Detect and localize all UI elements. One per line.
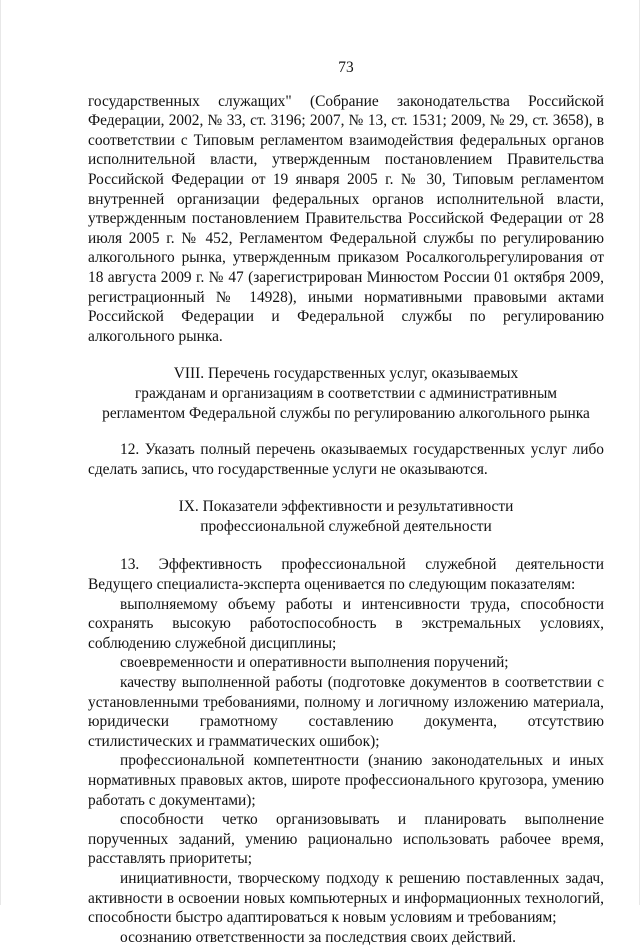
intro-paragraph: государственных служащих" (Собрание законодательства Российской Федерации, 2002, № 33, ст. 3196; 2007, № 13, ст. 1531; 2009, № 29, ст. 3658), в соответствии с Типовым регламентом взаимодействия федеральных органов исполнительной власти, утвержденным постановлением Правительства Российской Федерации от 19 января 2005 г. № 30, Типовым регламентом внутренней организации федеральных органов исполнительной власти, утвержденным постановлением Правительства Российской Федерации от 28 июля 2005 г. № 452, Регламентом Федеральной службы по регулированию алкогольного рынка, утвержденным приказом Росалкогольрегулирования от 18 августа 2009 г. № 47 (зарегистрирован Минюстом России 01 октября 2009, регистрационный № 14928), иными нормативными правовыми актами Российской Федерации и Федеральной службы по регулированию алкогольного рынка. [88, 92, 604, 345]
criterion-item: инициативности, творческому подходу к решению поставленных задач, активности в освоении новых компьютерных и информационных технологий, способности быстро адаптироваться к новым условиям и требованиям; [88, 869, 604, 927]
section-9-heading-line: IX. Показатели эффективности и результативности [178, 498, 514, 516]
page-number: 73 [338, 59, 354, 76]
document-page [88, 58, 604, 947]
paragraph-13: 13. Эффективность профессиональной служебной деятельности Ведущего специалиста-эксперта оценивается по следующим показателям: [88, 556, 604, 594]
section-8-heading [88, 364, 604, 423]
criterion-item: качеству выполненной работы (подготовке документов в соответствии с установленными требованиями, полному и логичному изложению материала, юридически грамотному составлению документа, отсутствию стилистических и грамматических ошибок); [88, 674, 604, 750]
section-8-heading-line: VIII. Перечень государственных услуг, оказываемых [173, 365, 519, 383]
criterion-item: осознанию ответственности за последствия своих действий. [120, 928, 517, 946]
criterion-item: выполняемому объему работы и интенсивности труда, способности сохранять высокую работоспособность в экстремальных условиях, соблюдению служебной дисциплины; [88, 595, 604, 652]
criterion-item: своевременности и оперативности выполнения поручений; [120, 654, 509, 672]
section-9-heading-line: профессиональной служебной деятельности [200, 517, 492, 535]
section-9-heading [88, 497, 604, 536]
paragraph-12: 12. Указать полный перечень оказываемых государственных услуг либо сделать запись, что государственные услуги не оказываются. [88, 441, 604, 478]
section-8-heading-line: регламентом Федеральной службы по регулированию алкогольного рынка [102, 404, 590, 422]
section-8-heading-line: гражданам и организациям в соответствии с административным [134, 384, 558, 402]
criterion-item: профессиональной компетентности (знанию законодательных и иных нормативных правовых актов, широте профессионального кругозора, умению работать с документами); [88, 752, 604, 809]
criterion-item: способности четко организовывать и планировать выполнение порученных заданий, умению рационально использовать рабочее время, расставлять приоритеты; [88, 811, 604, 868]
